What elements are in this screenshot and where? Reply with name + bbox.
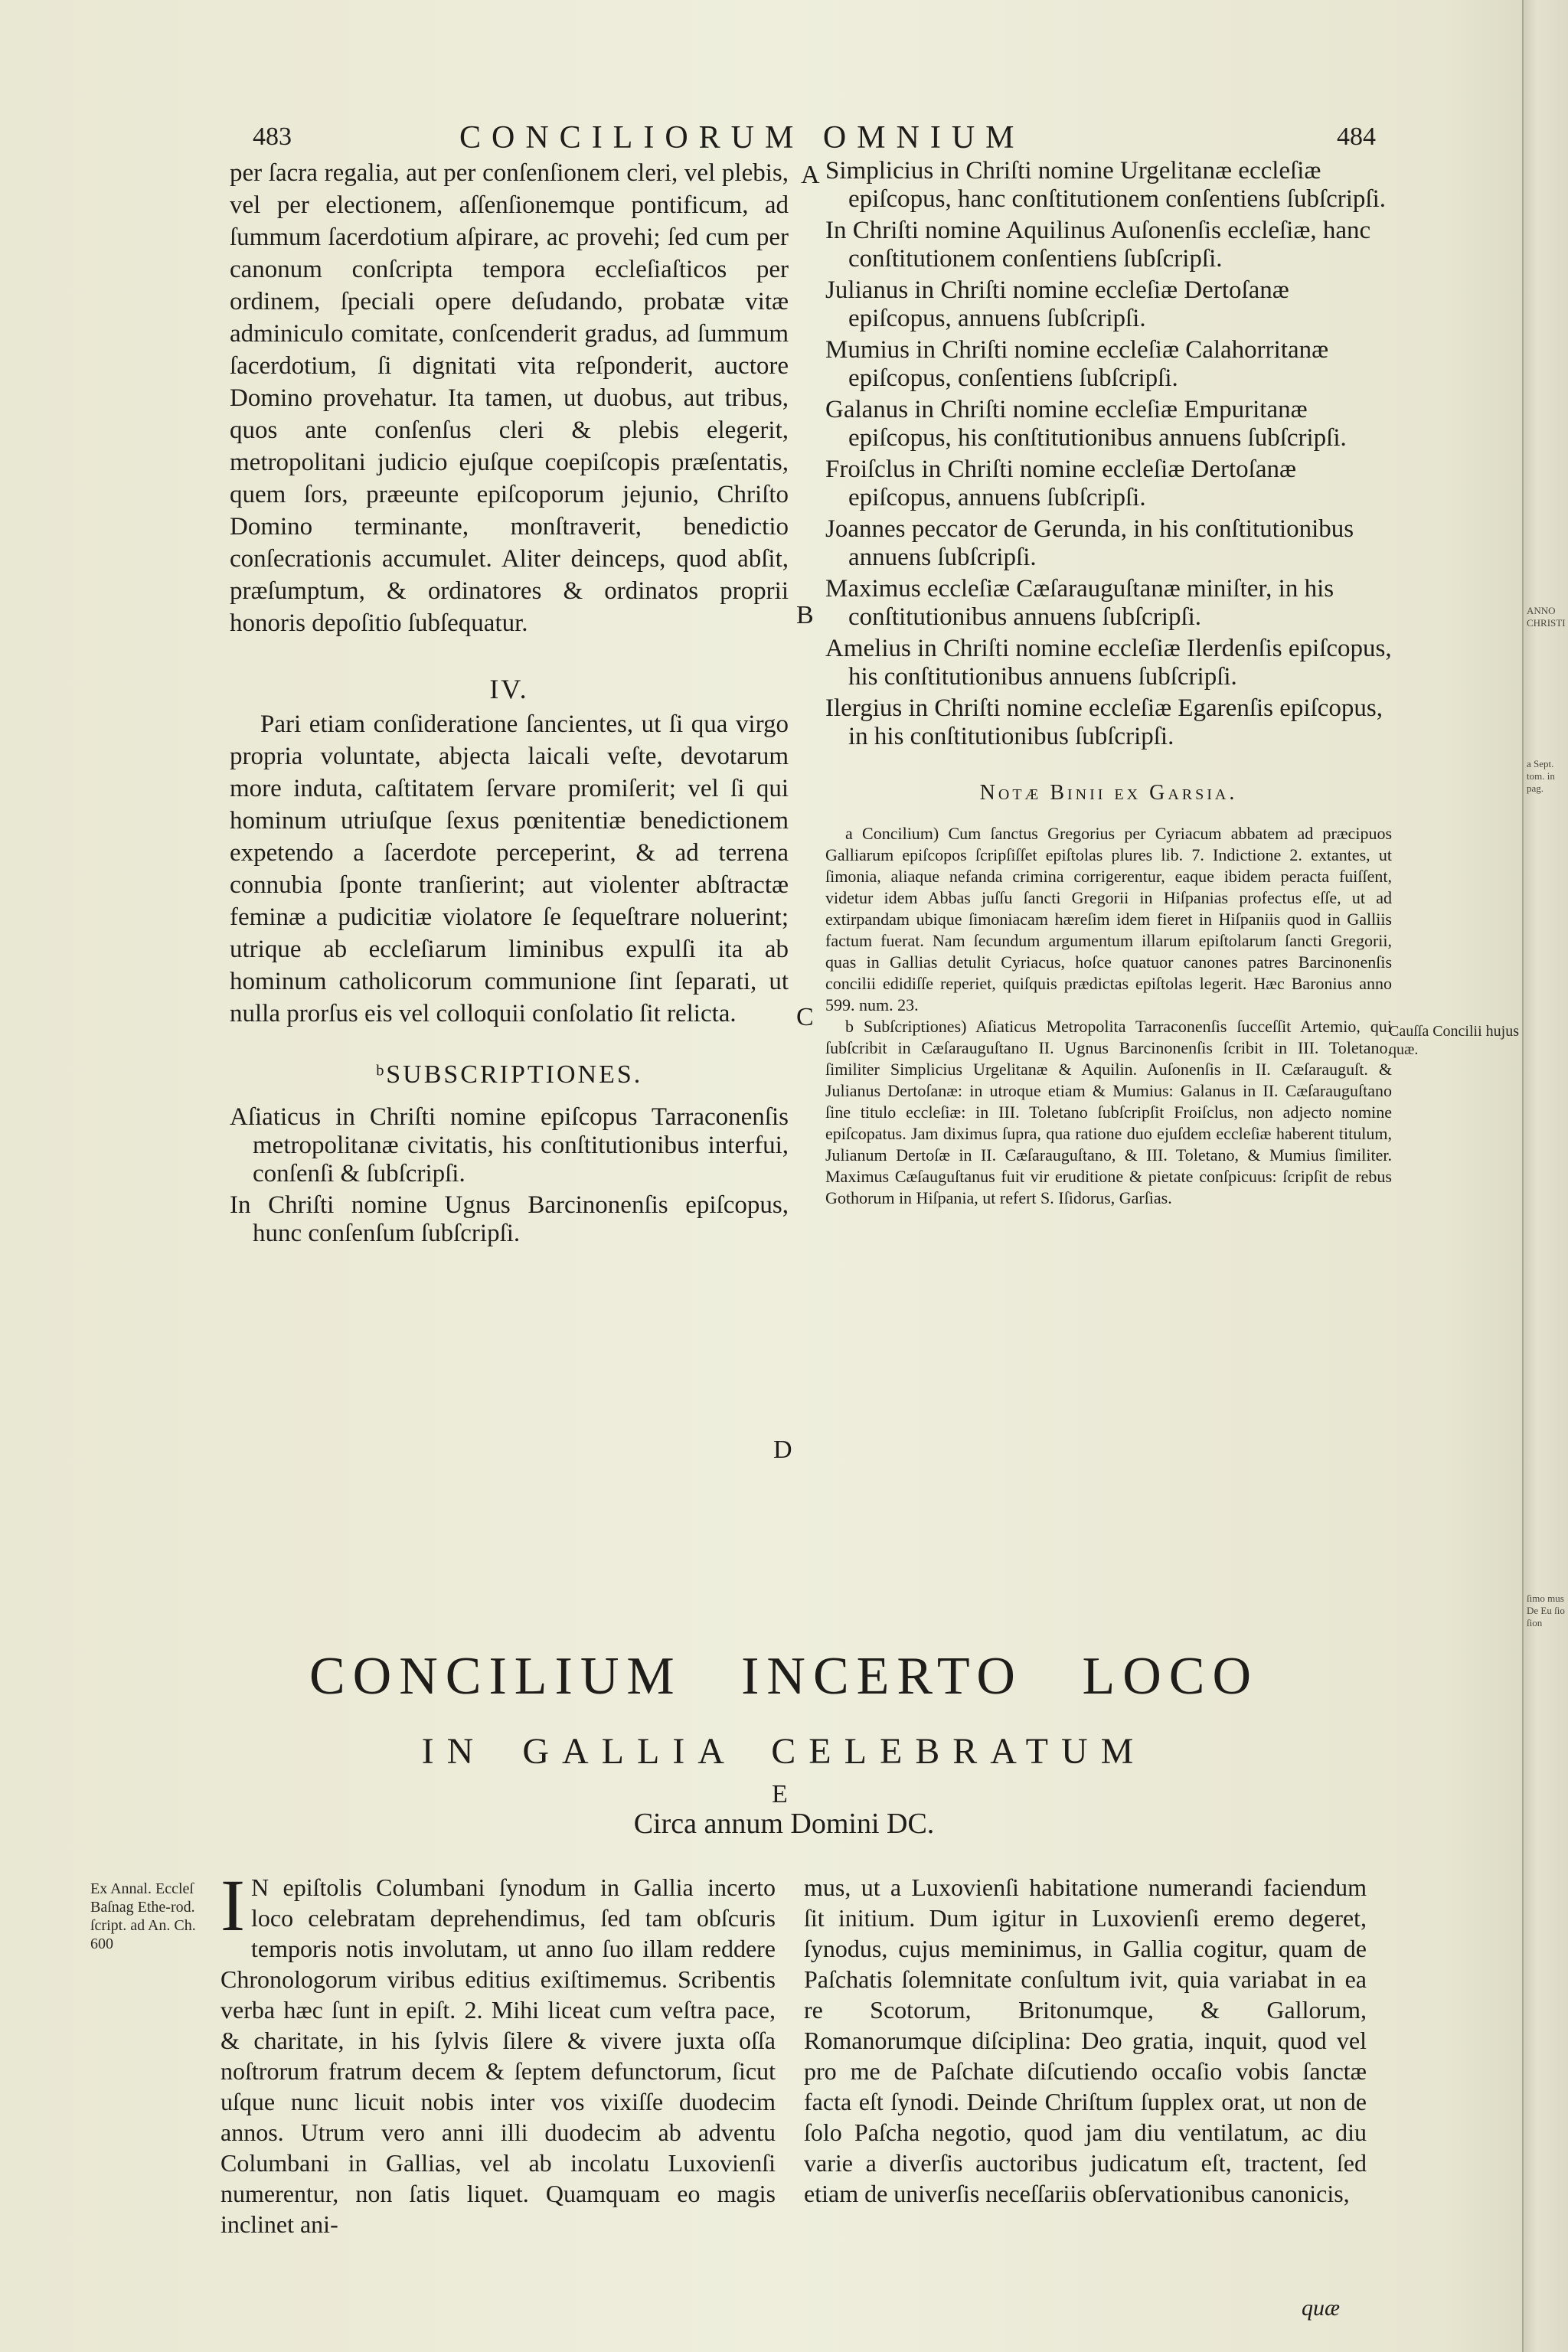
drop-cap: I xyxy=(220,1864,245,1946)
intro-text-left: N epiſtolis Columbani ſynodum in Gallia incerto loco celebratam deprehendimus, ſed tam obſcuris temporis notis involutam, ut anno ſuo illam reddere Chronologorum viribus editius exiſtimemus. Scribentis verba hæc ſunt in epiſt. 2. Mihi liceat cum veſtra pace, & charitate, in his ſylvis ſilere & vivere juxta oſſa noſtrorum fratrum decem & ſeptem defunctorum, ſicut uſque nunc licuit nobis inter vos vixiſſe duodecim annos. Utrum vero anni illi duodecim ab adventu Columbani in Gallias, vel ab incolatu Luxovienſi numerentur, non ſatis liquet. Quamquam eo magis inclinet ani- xyxy=(220,1873,776,2238)
section-number: IV. xyxy=(489,674,529,704)
intro-text-right: mus, ut a Luxovienſi habitatione numerandi faciendum ſit initium. Dum igitur in Luxovienſi eremo degeret, ſynodus, cujus meminimus, in Gallia cogitur, quam de Paſchatis ſolemnitate conſultum ivit, quia variabat in ea re Scotorum, Britonumque, & Gallorum, Romanorumque diſciplina: Deo gratia, inquit, quod vel pro me de Paſchate diſcutiendo occaſio vobis ſanctæ facta eſt ſynodi. Deinde Chriſtum ſupplex orat, ut non de ſolo Paſcha negotio, quod jam diu ventilatum, ac diu varie a diverſis auctoribus judicatum eſt, tractent, ſed etiam de univerſis neceſſariis obſervationibus canonicis, xyxy=(804,1873,1367,2207)
notes-heading: Notæ Binii ex Garsia. xyxy=(979,781,1238,805)
subscription-item: Julianus in Chriſti nomine eccleſiæ Dertoſanæ epiſcopus, annuens ſubſcripſi. xyxy=(825,276,1289,332)
side-note-annal: Ex Annal. Eccleſ Baſnag Ethe-rod. ſcript. ad An. Ch. 600 xyxy=(90,1880,196,1952)
edge-fragment-top: ANNO CHRISTI xyxy=(1527,605,1566,629)
running-title: CONCILIORUM OMNIUM xyxy=(459,120,1025,155)
margin-letter-a: A xyxy=(801,161,820,189)
subscription-item: Maximus eccleſiæ Cæſarauguſtanæ miniſter, in his conſtitutionibus annuens ſubſcripſi. xyxy=(825,575,1334,631)
bottom-right-column xyxy=(804,1872,1367,2209)
council-date: Circa annum Domini DC. xyxy=(633,1808,935,1840)
left-column xyxy=(230,157,789,1251)
council-subtitle: IN GALLIA CELEBRATUM xyxy=(421,1731,1147,1772)
edge-fragment-mid: a Sept. tom. in pag. xyxy=(1527,758,1555,794)
canon-text: per ſacra regalia, aut per conſenſionem cleri, vel plebis, vel per electionem, aſſenſionemque pontificum, ad ſummum ſacerdotium aſpirare, ac provehi; ſed cum per canonum conſcripta tempora eccleſiaſticos per ordinem, ſpeciali opere deſudando, probatæ vitæ adminiculo comitate, conſcenderit gradus, ad ſummum ſacerdotium, ſi dignitati vita reſponderit, auctore Domino provehatur. Ita tamen, ut duobus, aut tribus, quos ante conſenſus cleri & plebis elegerit, metropolitani judicio ejuſque coepiſcopis præſentatis, quem ſors, præeunte epiſcoporum jejunio, Chriſto Domino terminante, monſtraverit, benedictio conſecrationis accumulet. Aliter deinceps, quod abſit, præſumptum, & ordinatores & ordinatos proprii honoris depoſitio ſubſequatur. xyxy=(230,159,789,637)
subscription-item: Froiſclus in Chriſti nomine eccleſiæ Dertoſanæ epiſcopus, annuens ſubſcripſi. xyxy=(825,456,1296,511)
subscription-item: Joannes peccator de Gerunda, in his conſtitutionibus annuens ſubſcripſi. xyxy=(825,515,1354,571)
subscription-item: Mumius in Chriſti nomine eccleſiæ Calahorritanæ epiſcopus, conſentiens ſubſcripſi. xyxy=(825,336,1329,392)
subscriptions-list-right xyxy=(825,157,1392,751)
subscription-item: In Chriſti nomine Aquilinus Auſonenſis eccleſiæ, hanc conſtitutionem conſentiens ſubſcripſi. xyxy=(825,217,1371,273)
subscription-item: In Chriſti nomine Ugnus Barcinonenſis epiſcopus, hunc conſenſum ſubſcripſi. xyxy=(230,1191,789,1247)
subscription-item: Galanus in Chriſti nomine eccleſiæ Empuritanæ epiſcopus, his conſtitutionibus annuens ſubſcripſi. xyxy=(825,396,1347,452)
adjacent-page-edge xyxy=(1522,0,1568,2352)
note-a: a Concilium) Cum ſanctus Gregorius per Cyriacum abbatem ad præcipuos Galliarum epiſcopos ſcripſiſſet epiſtolas plures lib. 7. Indictione 2. extantes, ut ſimonia, aliaque nefanda crimina corrigerentur, eaque ibidem peracta fuiſſent, videtur idem Abbas juſſu ſancti Gregorii in Hiſpanias profectus eſſe, ut ad extirpandam ubique ſimoniacam hæreſim idem fieret in Hiſpaniis quod in Galliis factum fuerat. Nam ſecundum argumentum illarum epiſtolarum ſancti Gregorii, quas in Gallias detulit Cyriacus, hoſce quatuor canones patres Barcinonenſis concilii edidiſſe reperiet, quiſquis prædictas epiſtolas legerit. Hæc Baronius anno 599. num. 23. xyxy=(825,824,1392,1014)
subscription-item: Ilergius in Chriſti nomine eccleſiæ Egarenſis epiſcopus, in his conſtitutionibus ſubſcripſi. xyxy=(825,694,1383,750)
subscription-item: Simplicius in Chriſti nomine Urgelitanæ eccleſiæ epiſcopus, hanc conſtitutionem conſentiens ſubſcripſi. xyxy=(825,157,1387,213)
subscriptions-heading: ᵇSUBSCRIPTIONES. xyxy=(375,1060,643,1089)
catchword: quæ xyxy=(1302,2295,1341,2321)
note-b: b Subſcriptiones) Aſiaticus Metropolita Tarraconenſis ſucceſſit Artemio, qui ſubſcribit in Cæſarauguſtano II. Ugnus Barcinonenſis ſcribit in III. Toletano, ſimiliter Simplicius Urgelitanæ & Aquilin. Auſonenſis in II. Cæſarauguſt. & Julianus Dertoſanæ: in utroque etiam & Mumius: Galanus in II. Cæſarauguſtano ſine titulo eccleſiæ: in III. Toletano ſubſcripſit Froiſclus, non adjecto nomine epiſcopatus. Jam diximus ſupra, qua ratione duo ejuſdem eccleſiæ haberent titulum, Julianum Dertoſæ in II. Cæſarauguſtano, & III. Toletano, & Mumius ſimiliter. Maximus Cæſauguſtanus fuit vir eruditione & pietate conſpicuus: ſcripſit de rebus Gothorum in Hiſpania, ut refert S. Iſidorus, Garſias. xyxy=(825,1017,1392,1207)
edge-fragment-low: ſimo mus De Eu ſio ſion xyxy=(1527,1592,1565,1628)
running-head xyxy=(0,116,1568,155)
margin-letter-e: E xyxy=(772,1780,788,1808)
notes-block xyxy=(825,823,1392,1209)
margin-letter-d: D xyxy=(773,1436,792,1464)
right-column xyxy=(825,157,1392,1209)
side-note-causa: Cauſſa Concilii hujus quæ. xyxy=(1389,1023,1519,1058)
margin-letter-c: C xyxy=(796,1003,814,1031)
council-title: CONCILIUM INCERTO LOCO xyxy=(309,1647,1259,1706)
bottom-left-column xyxy=(220,1864,776,2239)
subscriptions-list-left xyxy=(230,1103,789,1248)
canon-iv-text: Pari etiam conſideratione ſancientes, ut ſi qua virgo propria voluntate, abjecta laicali veſte, devotarum more induta, caſtitatem ſervare promiſerit; vel ſi qui hominum utriuſque ſexus pœnitentiæ benedictionem expetendo a ſacerdote perceperint, & ad terrena connubia ſponte tranſierint; aut violenter abſtractæ feminæ a pudicitiæ violatore ſe ſequeſtrare noluerint; utrique ab eccleſiarum liminibus expulſi ita ab hominum catholicorum communione ſint ſeparati, ut nulla prorſus eis vel colloquii conſolatio ſit relicta. xyxy=(230,710,789,1027)
page-number-left: 483 xyxy=(253,122,292,151)
page-number-right: 484 xyxy=(1337,122,1376,151)
margin-letter-b: B xyxy=(796,601,814,629)
subscription-item: Aſiaticus in Chriſti nomine epiſcopus Tarraconenſis metropolitanæ civitatis, his conſtitutionibus interfui, conſenſi & ſubſcripſi. xyxy=(230,1103,789,1187)
subscription-item: Amelius in Chriſti nomine eccleſiæ Ilerdenſis epiſcopus, his conſtitutionibus annuens ſubſcripſi. xyxy=(825,635,1392,691)
